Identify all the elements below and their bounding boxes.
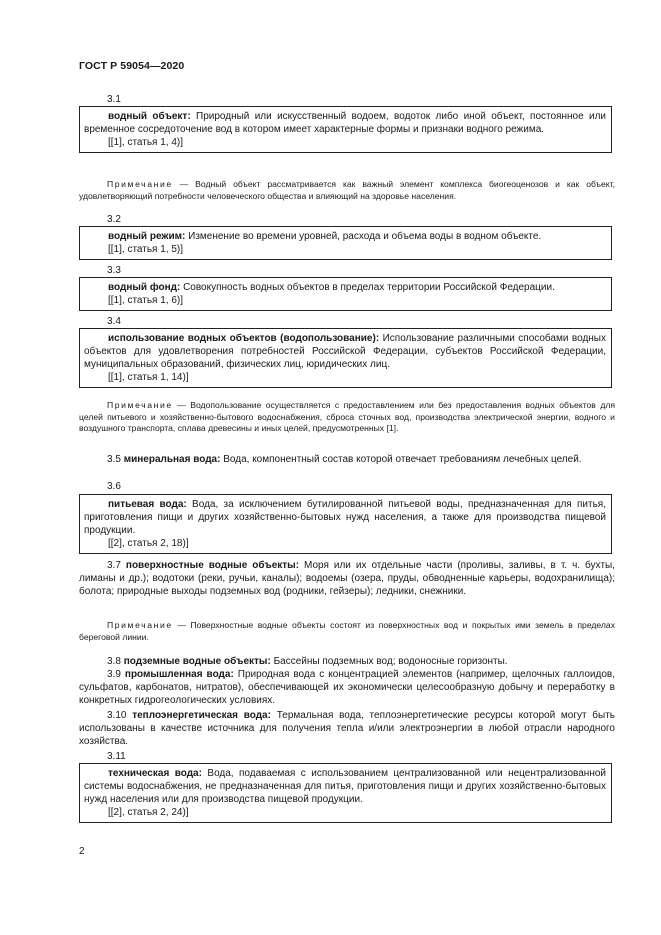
term-definition: Вода, подаваемая с использованием централизованной или нецентрализованной системы водоснабжения, не предназначенная для питья, приготовления пищи и других хозяйственно-бытовых нужд населения или для производства пищевой продукции. bbox=[84, 768, 606, 805]
term-definition: Природная вода с концентрацией элементов (например, щелочных галлоидов, сульфатов, карбонатов, нитратов), обеспечивающей их экономически целесообразную добычу и переработку в конкретных гидрогеологических условиях. bbox=[79, 669, 615, 706]
term-name: питьевая вода: bbox=[108, 499, 187, 510]
term-box-water-regime bbox=[79, 226, 612, 260]
term-paragraph bbox=[79, 655, 615, 668]
term-definition: Изменение во времени уровней, расхода и объема воды в водном объекте. bbox=[185, 231, 542, 242]
term-name: водный объект: bbox=[108, 111, 191, 122]
term-definition: Природный или искусственный водоем, водоток либо иной объект, постоянное или временное сосредоточение вод в котором имеет характерные формы и признаки водного режима. bbox=[84, 111, 606, 135]
term-number: 3.2 bbox=[107, 214, 121, 225]
term-box-water-fund bbox=[79, 277, 612, 311]
term-number: 3.9 bbox=[107, 669, 121, 680]
term-definition: Вода, за исключением бутилированной питьевой воды, предназначенная для питья, приготовления пищи и других хозяйственно-бытовых нужд населения, а также для производства пищевой продукции. bbox=[84, 499, 606, 536]
term-paragraph bbox=[79, 709, 615, 748]
term-paragraph bbox=[79, 453, 615, 466]
term-reference: [[2], статья 2, 24)] bbox=[108, 807, 189, 818]
term-number: 3.8 bbox=[107, 656, 121, 667]
term-name: промышленная вода: bbox=[124, 669, 234, 680]
note-label: Примечание bbox=[107, 179, 173, 189]
note: Примечание — Водопользование осуществляется с предоставлением или без предоставления водных объектов для целей питьевого и хозяйственно-бытового водоснабжения, сброса сточных вод, производства электрической энергии, водного и воздушного транспорта, сплава древесины и иных целей, предусмотренных [1]. bbox=[79, 400, 615, 433]
term-definition: Бассейны подземных вод; водоносные горизонты. bbox=[270, 656, 508, 667]
term-box-water-object bbox=[79, 106, 612, 153]
note-text: Поверхностные водные объекты состоят из поверхностных вод и покрытых ими земель в пределах береговой линии. bbox=[79, 620, 616, 642]
term-definition: Использование различными способами водных объектов для удовлетворения потребностей Российской Федерации, субъектов Российской Федерации, муниципальных образований, физических лиц, юридических лиц. bbox=[84, 333, 606, 370]
term-reference: [[1], статья 1, 14)] bbox=[108, 372, 189, 383]
term-number: 3.11 bbox=[107, 751, 126, 762]
term-number: 3.7 bbox=[107, 560, 121, 571]
term-reference: [[1], статья 1, 5)] bbox=[108, 244, 184, 255]
term-name: водный режим: bbox=[108, 231, 186, 242]
page-number: 2 bbox=[79, 846, 85, 857]
term-number: 3.3 bbox=[107, 265, 121, 276]
term-definition: Моря или их отдельные части (проливы, заливы, в т. ч. бухты, лиманы и др.); водотоки (реки, ручьи, каналы); водоемы (озера, пруды, обводненные карьеры, водохранилища); болота; природные выходы подземных вод (родники, гейзеры); ледники, снежники. bbox=[79, 560, 615, 597]
document-header: ГОСТ Р 59054—2020 bbox=[79, 60, 185, 72]
term-box-water-use bbox=[79, 328, 612, 388]
term-reference: [[2], статья 2, 18)] bbox=[108, 538, 189, 549]
note-label: Примечание bbox=[107, 620, 173, 630]
term-number: 3.1 bbox=[107, 94, 121, 105]
note-text: Водопользование осуществляется с предоставлением или без предоставления водных объектов для целей питьевого и хозяйственно-бытового водоснабжения, сброса сточных вод, производства электрической энергии, водного и воздушного транспорта, сплава древесины и иных целей, предусмотренных [1]. bbox=[79, 400, 615, 433]
term-definition: Вода, компонентный состав которой отвечает требованиям лечебных целей. bbox=[220, 454, 582, 465]
term-box-technical-water bbox=[79, 763, 612, 823]
term-definition: Термальная вода, теплоэнергетические ресурсы которой могут быть использованы в качестве источника для получения тепла и/или электроэнергии в любой отрасли народного хозяйства. bbox=[79, 710, 616, 747]
term-number: 3.10 bbox=[107, 710, 127, 721]
term-name: теплоэнергетическая вода: bbox=[132, 710, 271, 721]
term-number: 3.6 bbox=[107, 481, 121, 492]
term-number: 3.4 bbox=[107, 316, 121, 327]
term-paragraph bbox=[79, 668, 615, 707]
term-paragraph bbox=[79, 559, 615, 598]
term-name: водный фонд: bbox=[108, 282, 181, 293]
note: Примечание — Водный объект рассматривается как важный элемент комплекса биогеоценозов и как объект, удовлетворяющий потребности человеческого общества и влияющий на здоровье населения. bbox=[79, 179, 616, 201]
term-definition: Совокупность водных объектов в пределах территории Российской Федерации. bbox=[180, 282, 555, 293]
note-text: Водный объект рассматривается как важный элемент комплекса биогеоценозов и как объект, удовлетворяющий потребности человеческого общества и влияющий на здоровье населения. bbox=[79, 179, 616, 201]
term-name: использование водных объектов (водопользование): bbox=[108, 333, 380, 344]
term-box-drinking-water bbox=[79, 494, 612, 554]
note: Примечание — Поверхностные водные объекты состоят из поверхностных вод и покрытых ими земель в пределах береговой линии. bbox=[79, 620, 616, 642]
term-name: подземные водные объекты: bbox=[123, 656, 271, 667]
term-number: 3.5 bbox=[107, 454, 121, 465]
term-reference: [[1], статья 1, 6)] bbox=[108, 295, 184, 306]
note-label: Примечание bbox=[107, 400, 173, 410]
term-reference: [[1], статья 1, 4)] bbox=[108, 137, 184, 148]
term-name: техническая вода: bbox=[108, 768, 202, 779]
term-name: поверхностные водные объекты: bbox=[125, 560, 300, 571]
term-name: минеральная вода: bbox=[123, 454, 221, 465]
